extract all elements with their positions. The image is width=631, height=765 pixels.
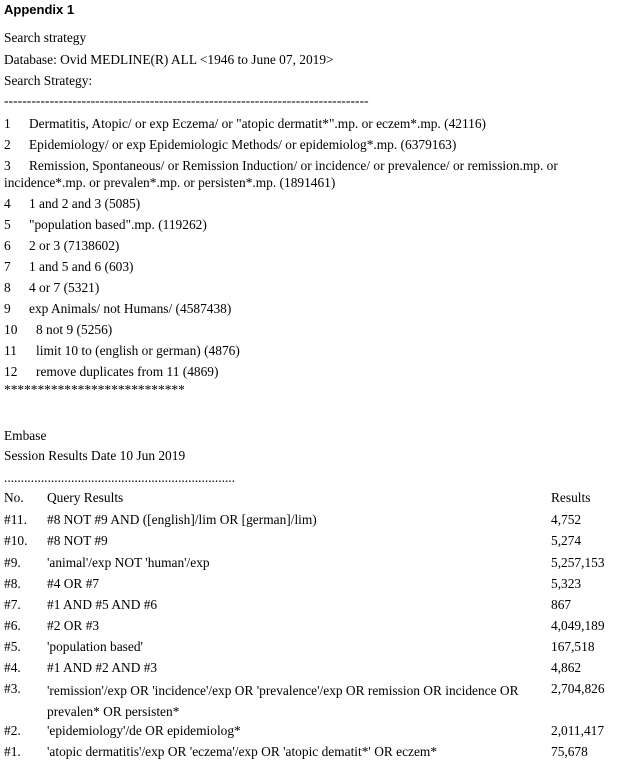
step-number: 11 [4,343,17,358]
medline-step [4,300,624,317]
row-results: 5,257,153 [551,555,605,570]
row-query: 'epidemiology'/de OR epidemiolog* [47,723,241,738]
star-divider: *************************** [4,382,185,397]
medline-step [4,363,624,380]
step-text: remove duplicates from 11 (4869) [36,364,219,379]
row-no: #8. [4,576,21,591]
header-no: No. [4,490,24,505]
search-strategy-title: Search strategy [4,30,87,45]
step-text: limit 10 to (english or german) (4876) [36,343,240,358]
header-results: Results [551,490,591,505]
search-strategy-label: Search Strategy: [4,73,93,88]
row-query: 'animal'/exp NOT 'human'/exp [47,555,210,570]
row-no: #3. [4,681,21,696]
row-no: #9. [4,555,21,570]
step-number: 2 [4,137,11,152]
step-text: Dermatitis, Atopic/ or exp Eczema/ or "atopic dermatit*".mp. or eczem*.mp. (42116) [29,116,487,131]
medline-step [4,216,624,233]
row-query: #2 OR #3 [47,618,100,633]
row-results: 2,704,826 [551,681,605,696]
row-query: #1 AND #2 AND #3 [47,660,158,675]
row-results: 4,752 [551,512,582,527]
row-no: #1. [4,744,21,759]
session-results-date: Session Results Date 10 Jun 2019 [4,448,186,463]
row-no: #2. [4,723,21,738]
medline-step [4,321,624,338]
row-query: 'population based' [47,639,143,654]
step-number: 10 [4,322,18,337]
row-query: #1 AND #5 AND #6 [47,597,158,612]
row-no: #4. [4,660,21,675]
step-number: 8 [4,280,11,295]
header-query: Query Results [47,490,124,505]
row-results: 5,323 [551,576,582,591]
step-number: 9 [4,301,11,316]
medline-step [4,115,624,132]
medline-step [4,258,624,275]
step-text: Remission, Spontaneous/ or Remission Induction/ or incidence/ or prevalence/ or remission.mp. or incidence*.mp. or prevalen*.mp. or persisten*.mp. (1891461) [4,158,558,190]
step-number: 1 [4,116,11,131]
step-text: 1 and 5 and 6 (603) [29,259,134,274]
step-number: 6 [4,238,11,253]
step-number: 7 [4,259,11,274]
medline-step [4,136,624,153]
row-results: 4,862 [551,660,582,675]
row-query: 'remission'/exp OR 'incidence'/exp OR 'prevalence'/exp OR remission OR incidence OR prevalen* OR persisten* [47,683,519,719]
step-number: 4 [4,196,11,211]
step-number: 3 [4,158,11,173]
appendix-heading: Appendix 1 [4,2,75,17]
step-text: 1 and 2 and 3 (5085) [29,196,141,211]
row-results: 4,049,189 [551,618,605,633]
row-results: 867 [551,597,572,612]
embase-title: Embase [4,428,47,443]
step-text: 8 not 9 (5256) [36,322,113,337]
row-no: #10. [4,533,28,548]
medline-step [4,195,624,212]
step-number: 12 [4,364,18,379]
row-query: #4 OR #7 [47,576,100,591]
medline-step [4,157,624,191]
row-no: #6. [4,618,21,633]
row-no: #5. [4,639,21,654]
step-text: exp Animals/ not Humans/ (4587438) [29,301,232,316]
row-results: 2,011,417 [551,723,605,738]
row-results: 167,518 [551,639,595,654]
row-query: #8 NOT #9 [47,533,108,548]
row-results: 5,274 [551,533,582,548]
step-text: 4 or 7 (5321) [29,280,100,295]
step-text: 2 or 3 (7138602) [29,238,120,253]
row-query: #8 NOT #9 AND ([english]/lim OR [german]/lim) [47,512,317,527]
medline-step [4,342,624,359]
row-results: 75,678 [551,744,588,759]
step-text: Epidemiology/ or exp Epidemiologic Methods/ or epidemiolog*.mp. (6379163) [29,137,457,152]
row-no: #11. [4,512,27,527]
database-line: Database: Ovid MEDLINE(R) ALL <1946 to June 07, 2019> [4,52,334,67]
medline-step [4,279,624,296]
row-no: #7. [4,597,21,612]
row-query: 'atopic dermatitis'/exp OR 'eczema'/exp OR 'atopic dematit*' OR eczem* [47,744,438,759]
step-number: 5 [4,217,11,232]
medline-step [4,237,624,254]
dot-divider: ..................................................................... [4,470,235,485]
dash-divider: -------------------------------------------------------------------------------- [4,93,369,108]
step-text: "population based".mp. (119262) [29,217,207,232]
